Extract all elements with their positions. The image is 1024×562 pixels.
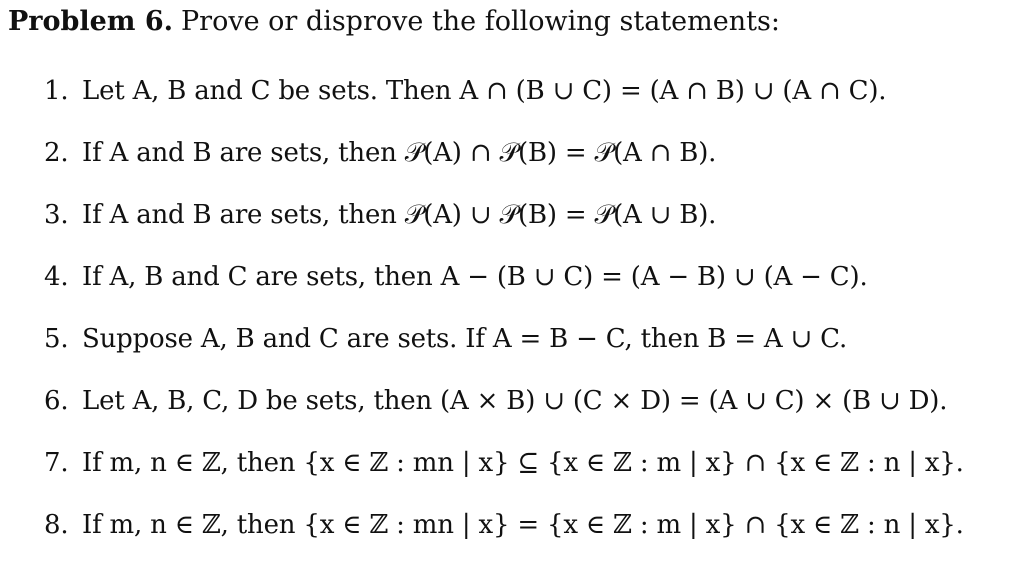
statement-1	[44, 66, 964, 128]
statement-text: If A and B are sets, then 𝒫(A) ∪ 𝒫(B) = 𝒫(A ∪ B).	[82, 200, 717, 230]
statement-3	[44, 190, 964, 252]
statement-7	[44, 438, 964, 500]
statement-number: 3.	[44, 200, 69, 230]
statement-number: 2.	[44, 138, 69, 168]
problem-label: Problem 6.	[8, 6, 174, 37]
statement-text: If A and B are sets, then 𝒫(A) ∩ 𝒫(B) = 𝒫(A ∩ B).	[82, 138, 717, 168]
statement-number: 6.	[44, 386, 69, 416]
statement-text: Suppose A, B and C are sets. If A = B − C, then B = A ∪ C.	[82, 324, 848, 354]
statement-8	[44, 500, 964, 562]
statement-4	[44, 252, 964, 314]
statement-text: If A, B and C are sets, then A − (B ∪ C) = (A − B) ∪ (A − C).	[82, 262, 868, 292]
statement-6	[44, 376, 964, 438]
statement-text: Let A, B, C, D be sets, then (A × B) ∪ (C × D) = (A ∪ C) × (B ∪ D).	[82, 386, 948, 416]
statement-5	[44, 314, 964, 376]
statement-number: 8.	[44, 510, 69, 540]
statement-number: 5.	[44, 324, 69, 354]
statement-list	[44, 66, 964, 562]
problem-intro: Prove or disprove the following statements:	[181, 6, 780, 37]
statement-text: If m, n ∈ ℤ, then {x ∈ ℤ : mn | x} = {x ∈ ℤ : m | x} ∩ {x ∈ ℤ : n | x}.	[82, 510, 964, 540]
statement-text: Let A, B and C be sets. Then A ∩ (B ∪ C) = (A ∩ B) ∪ (A ∩ C).	[82, 76, 887, 106]
statement-number: 1.	[44, 76, 69, 106]
statement-number: 7.	[44, 448, 69, 478]
problem-header	[8, 4, 780, 40]
statement-text: If m, n ∈ ℤ, then {x ∈ ℤ : mn | x} ⊆ {x ∈ ℤ : m | x} ∩ {x ∈ ℤ : n | x}.	[82, 448, 964, 478]
statement-2	[44, 128, 964, 190]
statement-number: 4.	[44, 262, 69, 292]
